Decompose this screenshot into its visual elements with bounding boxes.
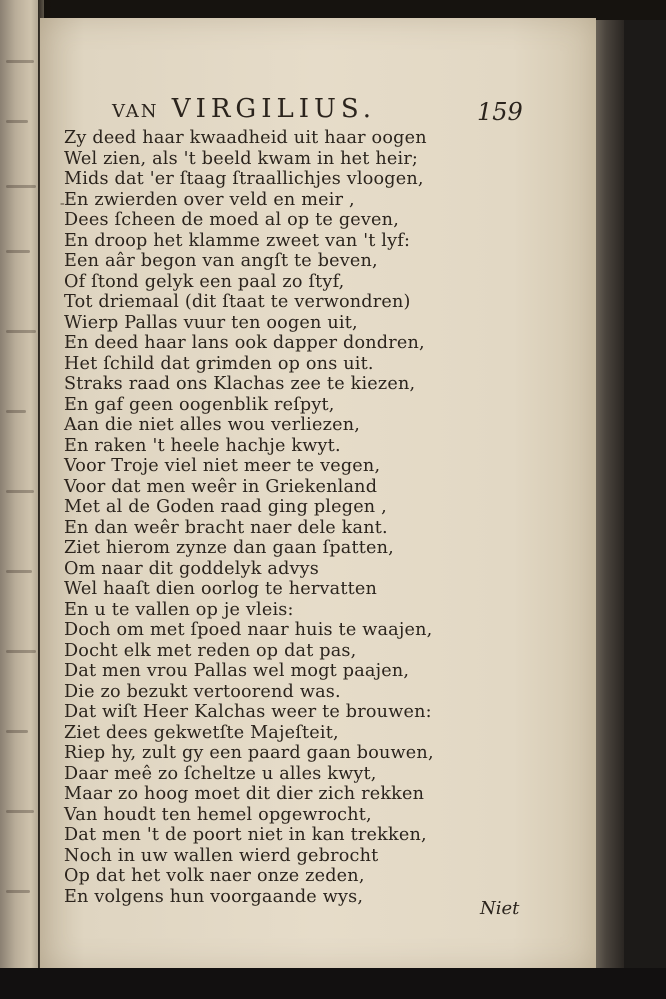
verse-line: Maar zo hoog moet dit dier zich rekken (64, 784, 425, 804)
cover-edge (594, 20, 624, 970)
verse-line: En zwierden over veld en meir , (64, 189, 355, 210)
verse-line: Met al de Goden raad ging plegen , (64, 497, 387, 517)
verse-line: Dat men vrou Pallas wel mogt paajen, (64, 661, 410, 681)
verse-line: Zy deed haar kwaadheid uit haar oogen (64, 128, 427, 148)
verse-line: Dees ſcheen de moed al op te geven, (64, 210, 399, 230)
book-page (40, 18, 596, 970)
verse-line: Straks raad ons Klachas zee te kiezen, (64, 374, 416, 394)
verse-line: Een aâr begon van angſt te beven, (64, 251, 378, 271)
verse-line: En u te vallen op je vleis: (64, 599, 294, 620)
running-head-name: VIRGILIUS. (171, 94, 377, 124)
verse-line: En gaf geen oogenblik reſpyt, (64, 394, 335, 415)
verse-line: Wel haaſt dien oorlog te hervatten (64, 579, 377, 599)
verse-line: Voor dat men weêr in Griekenland (64, 476, 378, 497)
background-top (40, 0, 666, 20)
catchword: Niet (480, 898, 520, 919)
verse-line: Wierp Pallas vuur ten oogen uit, (64, 312, 358, 333)
margin-mark: - (60, 196, 65, 211)
verse-line: Mids dat 'er ſtaag ſtraallichjes vloogen, (64, 169, 424, 189)
verse-line: En droop het klamme zweet van 't lyf: (64, 230, 411, 251)
verse-line: Aan die niet alles wou verliezen, (64, 415, 361, 435)
verse-line: Voor Troje viel niet meer te vegen, (64, 456, 381, 476)
verse-line: Het ſchild dat grimden op ons uit. (64, 353, 374, 374)
running-head (40, 94, 596, 130)
verse-line: Ziet dees gekwetſte Majeſteit, (64, 722, 339, 743)
verse-line: Of ſtond gelyk een paal zo ſtyf, (64, 271, 345, 292)
running-head-title (112, 94, 376, 124)
verse-line: Die zo bezukt vertoorend was. (64, 681, 341, 702)
verse-line: Dat wiſt Heer Kalchas weer te brouwen: (64, 702, 432, 722)
verse-line: Ziet hierom zynze dan gaan ſpatten, (64, 538, 394, 558)
verse-line: En deed haar lans ook dapper dondren, (64, 333, 425, 353)
page-number: 159 (477, 98, 523, 126)
verse-line: Riep hy, zult gy een paard gaan bouwen, (64, 743, 434, 763)
verse-line: Noch in uw wallen wierd gebrocht (64, 845, 379, 866)
verse-line: Daar meê zo ſcheltze u alles kwyt, (64, 763, 377, 784)
background-bottom (0, 968, 666, 999)
verse-line: Dat men 't de poort niet in kan trekken, (64, 825, 427, 845)
verse-line: Tot driemaal (dit ſtaat te verwondren) (64, 292, 411, 312)
verse-line: Doch om met ſpoed naar huis te waajen, (64, 620, 433, 640)
verse-line: Van houdt ten hemel opgewrocht, (64, 804, 372, 825)
verse-line: En volgens hun voorgaande wys, (64, 886, 364, 907)
verse-line: Om naar dit goddelyk advys (64, 558, 320, 579)
running-head-prefix: VAN (112, 101, 159, 122)
verse-text (64, 128, 564, 907)
verse-line: Docht elk met reden op dat pas, (64, 640, 357, 661)
verse-line: Wel zien, als 't beeld kwam in het heir; (64, 148, 419, 169)
verse-line: En raken 't heele hachje kwyt. (64, 435, 341, 456)
verse-line: En dan weêr bracht naer dele kant. (64, 517, 388, 538)
verse-line: Op dat het volk naer onze zeden, (64, 866, 365, 886)
